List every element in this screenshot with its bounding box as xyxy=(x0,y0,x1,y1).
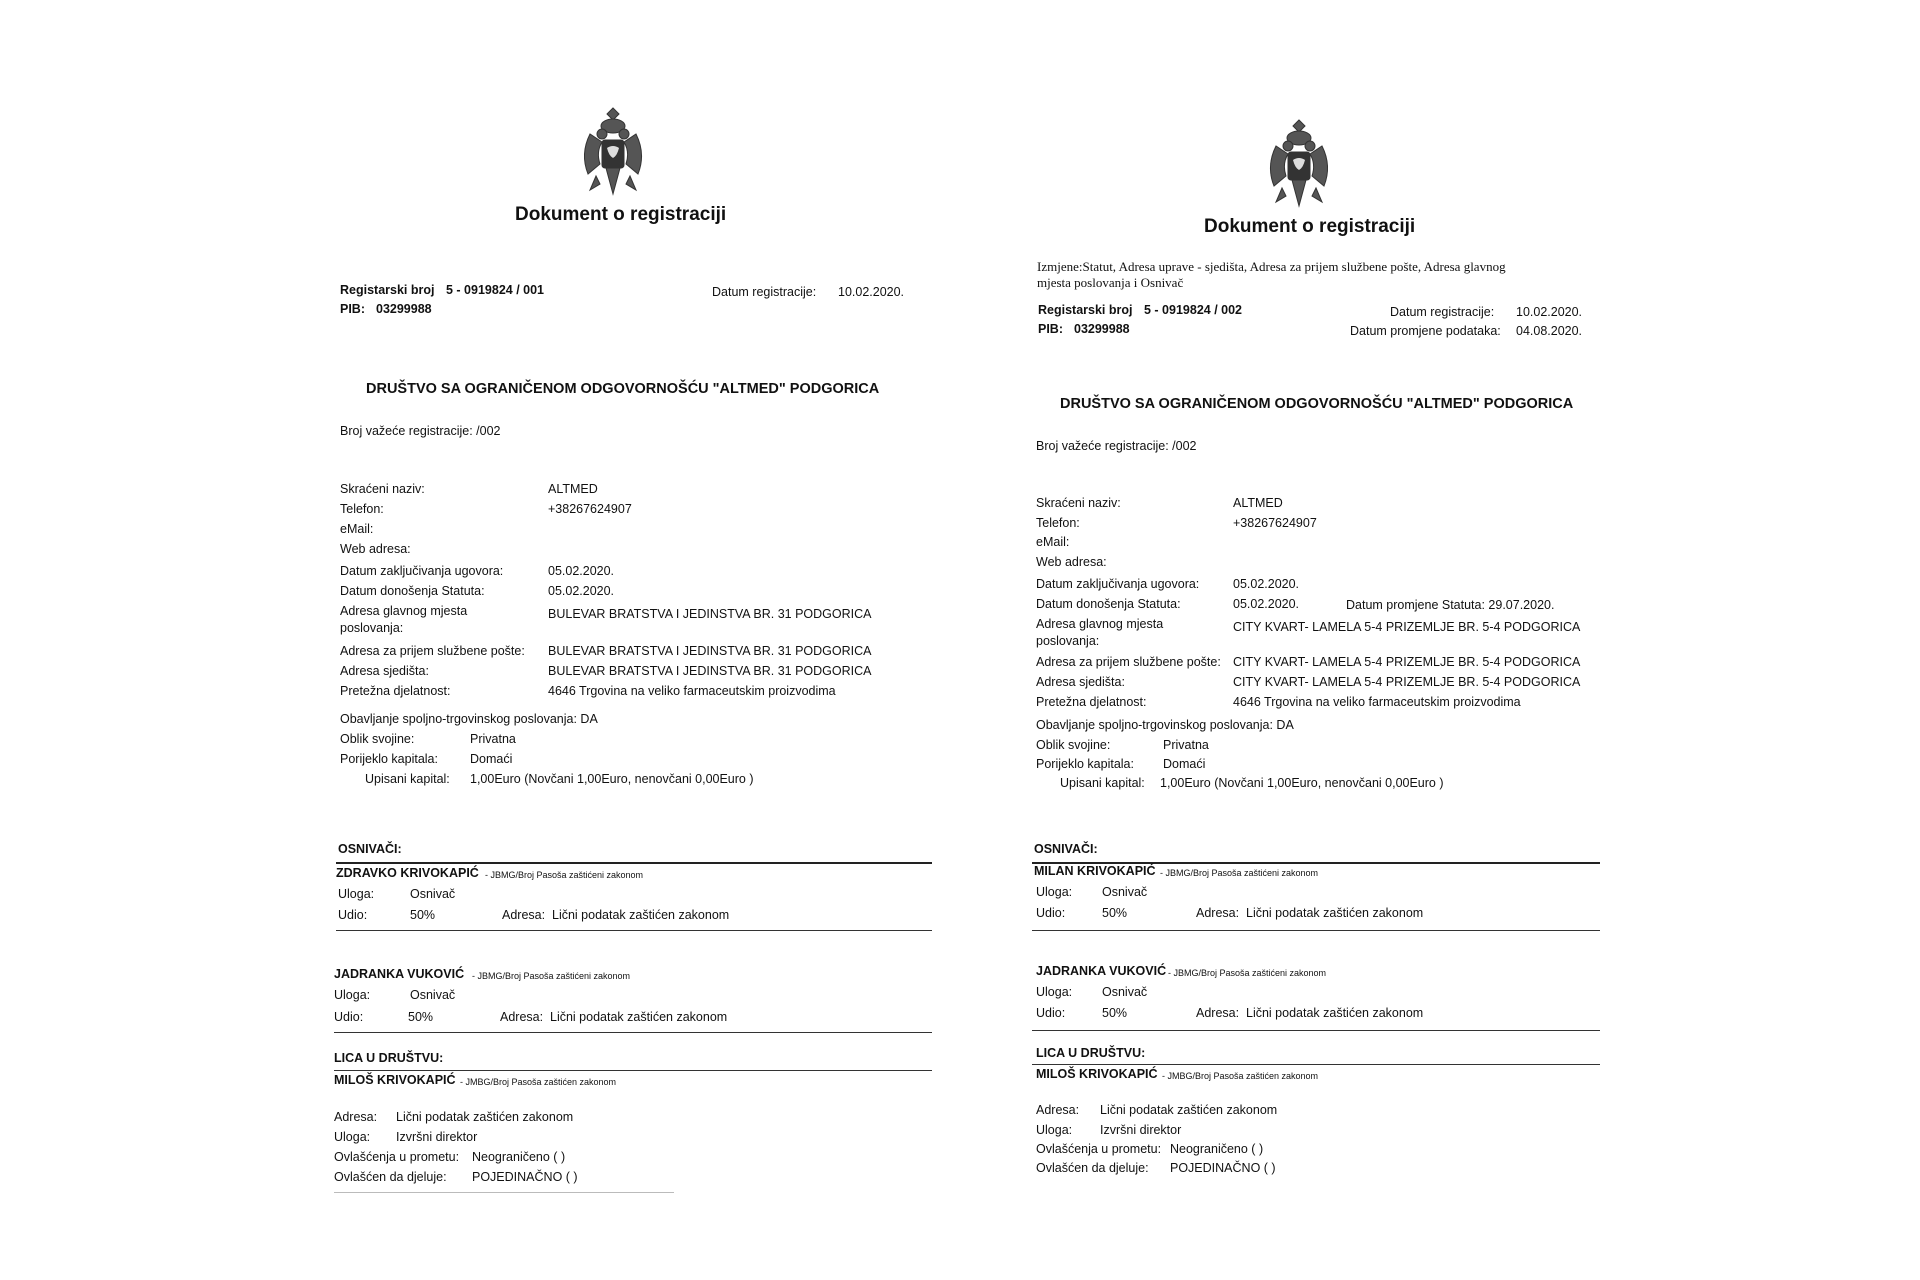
field-value: BULEVAR BRATSTVA I JEDINSTVA BR. 31 PODGORICA xyxy=(548,607,872,621)
pib: 03299988 xyxy=(376,302,432,316)
trade-authority: Neograničeno ( ) xyxy=(1170,1142,1264,1156)
field-label: Pretežna djelatnost: xyxy=(340,684,451,698)
founder-share: 50% xyxy=(410,908,436,922)
field-value: ALTMED xyxy=(548,482,598,496)
founder-id-note: - JBMG/Broj Pasoša zaštićeni zakonom xyxy=(485,870,644,880)
founder-id-note: - JBMG/Broj Pasoša zaštićeni zakonom xyxy=(1168,968,1327,978)
founder-role: Osnivač xyxy=(1102,885,1148,899)
field-label: Adresa sjedišta: xyxy=(1036,675,1125,689)
change-date: 04.08.2020. xyxy=(1516,324,1583,338)
field-value: 05.02.2020. xyxy=(1233,597,1300,611)
divider xyxy=(1032,930,1600,931)
founder-share-label: Udio: xyxy=(338,908,368,922)
field-value: 4646 Trgovina na veliko farmaceutskim proizvodima xyxy=(548,684,836,698)
valid-registration: Broj važeće registracije: /002 xyxy=(1036,439,1197,453)
field-label: Telefon: xyxy=(1036,516,1080,530)
reg-date-label: Datum registracije: xyxy=(1390,305,1495,319)
founder-share: 50% xyxy=(408,1010,434,1024)
company-name: DRUŠTVO SA OGRANIČENOM ODGOVORNOŠĆU "ALTMED" PODGORICA xyxy=(366,381,880,397)
divider xyxy=(336,930,932,931)
divider xyxy=(1032,1030,1600,1031)
founder-address-label: Adresa: xyxy=(1196,1006,1240,1020)
reg-number: 5 - 0919824 / 002 xyxy=(1144,303,1242,317)
trade-authority-label: Ovlašćenja u prometu: xyxy=(334,1150,460,1164)
divider xyxy=(336,862,932,864)
capital-origin: Domaći xyxy=(1163,757,1206,771)
capital-origin-label: Porijeklo kapitala: xyxy=(340,752,438,766)
foreign-trade: Obavljanje spoljno-trgovinskog poslovanja: DA xyxy=(340,712,598,726)
field-label: Telefon: xyxy=(340,502,384,516)
divider xyxy=(334,1192,674,1193)
founder-name: ZDRAVKO KRIVOKAPIĆ xyxy=(336,866,479,880)
reg-number-label: Registarski broj xyxy=(340,283,435,297)
act-authority-label: Ovlašćen da djeluje: xyxy=(1036,1161,1149,1175)
founder-address: Lični podatak zaštićen zakonom xyxy=(1246,1006,1424,1020)
field-label: eMail: xyxy=(1036,535,1070,549)
person-address: Lični podatak zaštićen zakonom xyxy=(396,1110,574,1124)
founder-name: JADRANKA VUKOVIĆ xyxy=(334,967,465,981)
field-label: eMail: xyxy=(340,522,374,536)
ownership-label: Oblik svojine: xyxy=(1036,738,1111,752)
founders-heading: OSNIVAČI: xyxy=(338,842,402,856)
pib-label: PIB: xyxy=(340,302,365,316)
registration-document-1 xyxy=(320,0,940,1280)
trade-authority: Neograničeno ( ) xyxy=(472,1150,566,1164)
founder-share-label: Udio: xyxy=(1036,906,1066,920)
person-id-note: - JMBG/Broj Pasoša zaštićen zakonom xyxy=(460,1077,617,1087)
field-label: Web adresa: xyxy=(340,542,411,556)
field-value: 05.02.2020. xyxy=(548,564,615,578)
field-value: ALTMED xyxy=(1233,496,1283,510)
registration-document-2 xyxy=(1010,0,1630,1280)
divider xyxy=(334,1070,932,1071)
ownership: Privatna xyxy=(470,732,516,746)
changes-note: Izmjene:Statut, Adresa uprave - sjedišta, Adresa za prijem službene pošte, Adresa glavnog xyxy=(1037,259,1506,274)
pib: 03299988 xyxy=(1074,322,1130,336)
changes-note-cont: mjesta poslovanja i Osnivač xyxy=(1037,275,1184,290)
person-role-label: Uloga: xyxy=(334,1130,371,1144)
trade-authority-label: Ovlašćenja u prometu: xyxy=(1036,1142,1162,1156)
foreign-trade: Obavljanje spoljno-trgovinskog poslovanja: DA xyxy=(1036,718,1294,732)
reg-number-label: Registarski broj xyxy=(1038,303,1133,317)
act-authority: POJEDINAČNO ( ) xyxy=(472,1170,578,1184)
founder-name: JADRANKA VUKOVIĆ xyxy=(1036,964,1167,978)
capital: 1,00Euro (Novčani 1,00Euro, nenovčani 0,00Euro ) xyxy=(1160,776,1444,790)
capital-label: Upisani kapital: xyxy=(365,772,450,786)
valid-registration: Broj važeće registracije: /002 xyxy=(340,424,501,438)
founder-role-label: Uloga: xyxy=(334,988,371,1002)
founder-address: Lični podatak zaštićen zakonom xyxy=(550,1010,728,1024)
founder-role: Osnivač xyxy=(1102,985,1148,999)
founder-role: Osnivač xyxy=(410,887,456,901)
capital-origin: Domaći xyxy=(470,752,513,766)
person-address-label: Adresa: xyxy=(334,1110,378,1124)
company-name: DRUŠTVO SA OGRANIČENOM ODGOVORNOŠĆU "ALTMED" PODGORICA xyxy=(1060,396,1574,412)
person-role: Izvršni direktor xyxy=(396,1130,478,1144)
founder-address-label: Adresa: xyxy=(502,908,546,922)
founder-address-label: Adresa: xyxy=(500,1010,544,1024)
field-value: 05.02.2020. xyxy=(1233,577,1300,591)
person-name: MILOŠ KRIVOKAPIĆ xyxy=(1036,1067,1158,1081)
capital: 1,00Euro (Novčani 1,00Euro, nenovčani 0,00Euro ) xyxy=(470,772,754,786)
founder-address: Lični podatak zaštićen zakonom xyxy=(552,908,730,922)
persons-heading: LICA U DRUŠTVU: xyxy=(1036,1046,1146,1060)
field-value: BULEVAR BRATSTVA I JEDINSTVA BR. 31 PODGORICA xyxy=(548,644,872,658)
field-label: Datum donošenja Statuta: xyxy=(1036,597,1181,611)
founder-share-label: Udio: xyxy=(1036,1006,1066,1020)
capital-origin-label: Porijeklo kapitala: xyxy=(1036,757,1134,771)
field-label: Skraćeni naziv: xyxy=(340,482,425,496)
founder-role-label: Uloga: xyxy=(1036,885,1073,899)
field-label: Adresa glavnog mjesta xyxy=(1036,617,1164,631)
coat-of-arms-icon xyxy=(1264,116,1334,216)
field-label: Pretežna djelatnost: xyxy=(1036,695,1147,709)
ownership: Privatna xyxy=(1163,738,1209,752)
change-date-label: Datum promjene podataka: xyxy=(1350,324,1501,338)
field-label: Datum donošenja Statuta: xyxy=(340,584,485,598)
field-label-cont: poslovanja: xyxy=(340,621,404,635)
reg-date: 10.02.2020. xyxy=(1516,305,1583,319)
founder-role: Osnivač xyxy=(410,988,456,1002)
persons-heading: LICA U DRUŠTVU: xyxy=(334,1051,444,1065)
founder-role-label: Uloga: xyxy=(338,887,375,901)
founder-share: 50% xyxy=(1102,1006,1128,1020)
field-value: CITY KVART- LAMELA 5-4 PRIZEMLJE BR. 5-4 PODGORICA xyxy=(1233,675,1581,689)
field-label: Adresa sjedišta: xyxy=(340,664,429,678)
divider xyxy=(334,1032,932,1033)
founder-share: 50% xyxy=(1102,906,1128,920)
founder-role-label: Uloga: xyxy=(1036,985,1073,999)
person-address: Lični podatak zaštićen zakonom xyxy=(1100,1103,1278,1117)
field-value: BULEVAR BRATSTVA I JEDINSTVA BR. 31 PODGORICA xyxy=(548,664,872,678)
person-role-label: Uloga: xyxy=(1036,1123,1073,1137)
act-authority-label: Ovlašćen da djeluje: xyxy=(334,1170,447,1184)
field-label: Adresa za prijem službene pošte: xyxy=(340,644,525,658)
ownership-label: Oblik svojine: xyxy=(340,732,415,746)
reg-date: 10.02.2020. xyxy=(838,285,905,299)
founder-address-label: Adresa: xyxy=(1196,906,1240,920)
field-label: Skraćeni naziv: xyxy=(1036,496,1121,510)
field-label: Adresa glavnog mjesta xyxy=(340,604,468,618)
founder-id-note: - JBMG/Broj Pasoša zaštićeni zakonom xyxy=(472,971,631,981)
field-value: CITY KVART- LAMELA 5-4 PRIZEMLJE BR. 5-4 PODGORICA xyxy=(1233,655,1581,669)
person-name: MILOŠ KRIVOKAPIĆ xyxy=(334,1073,456,1087)
field-label: Datum zaključivanja ugovora: xyxy=(340,564,504,578)
founder-share-label: Udio: xyxy=(334,1010,364,1024)
reg-date-label: Datum registracije: xyxy=(712,285,817,299)
reg-number: 5 - 0919824 / 001 xyxy=(446,283,544,297)
statute-change-date: Datum promjene Statuta: 29.07.2020. xyxy=(1346,598,1555,612)
coat-of-arms-icon xyxy=(578,104,648,204)
person-role: Izvršni direktor xyxy=(1100,1123,1182,1137)
document-title: Dokument o registraciji xyxy=(515,204,727,225)
founder-address: Lični podatak zaštićen zakonom xyxy=(1246,906,1424,920)
field-value: 05.02.2020. xyxy=(548,584,615,598)
field-value: +38267624907 xyxy=(1233,516,1317,530)
pib-label: PIB: xyxy=(1038,322,1063,336)
field-value: CITY KVART- LAMELA 5-4 PRIZEMLJE BR. 5-4 PODGORICA xyxy=(1233,620,1581,634)
document-title: Dokument o registraciji xyxy=(1204,216,1416,237)
field-label: Web adresa: xyxy=(1036,555,1107,569)
person-address-label: Adresa: xyxy=(1036,1103,1080,1117)
founders-heading: OSNIVAČI: xyxy=(1034,842,1098,856)
field-label: Adresa za prijem službene pošte: xyxy=(1036,655,1221,669)
act-authority: POJEDINAČNO ( ) xyxy=(1170,1161,1276,1175)
field-value: 4646 Trgovina na veliko farmaceutskim proizvodima xyxy=(1233,695,1521,709)
field-value: +38267624907 xyxy=(548,502,632,516)
founder-id-note: - JBMG/Broj Pasoša zaštićeni zakonom xyxy=(1160,868,1319,878)
field-label-cont: poslovanja: xyxy=(1036,634,1100,648)
capital-label: Upisani kapital: xyxy=(1060,776,1145,790)
divider xyxy=(1032,1064,1600,1065)
person-id-note: - JMBG/Broj Pasoša zaštićen zakonom xyxy=(1162,1071,1319,1081)
field-label: Datum zaključivanja ugovora: xyxy=(1036,577,1200,591)
founder-name: MILAN KRIVOKAPIĆ xyxy=(1034,864,1156,878)
